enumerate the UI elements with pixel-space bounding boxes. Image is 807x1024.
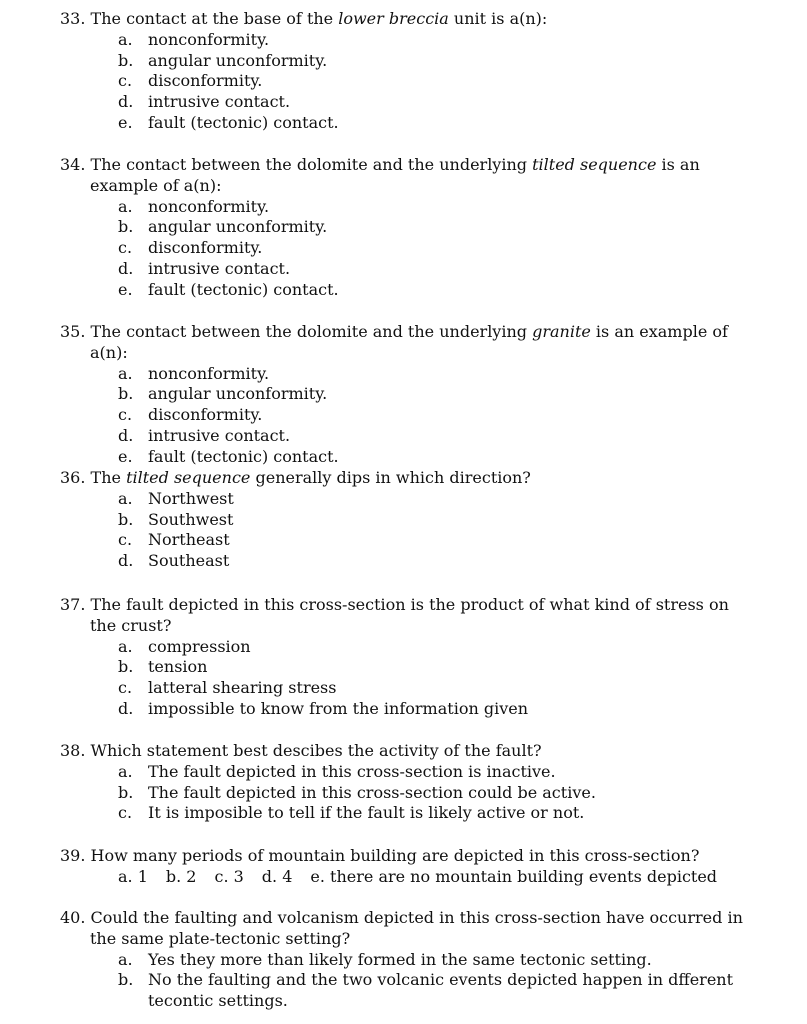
stem-text: 36. The bbox=[60, 468, 127, 487]
option-c[interactable] bbox=[60, 405, 760, 426]
option-letter: e. bbox=[118, 446, 133, 466]
stem-text: unit is a(n): bbox=[448, 9, 548, 28]
option-text: nonconformity. bbox=[148, 196, 270, 216]
option-a[interactable] bbox=[60, 30, 760, 51]
option-a[interactable] bbox=[60, 364, 760, 385]
option-letter: d. bbox=[118, 425, 134, 445]
option-e[interactable] bbox=[60, 447, 760, 468]
question-34 bbox=[60, 155, 760, 301]
option-letter: b. bbox=[118, 782, 134, 802]
option-letter: c. bbox=[118, 238, 133, 258]
option-letter: c. bbox=[118, 405, 133, 425]
option-d[interactable] bbox=[60, 699, 760, 720]
option-letter: b. bbox=[118, 657, 134, 677]
option-b[interactable] bbox=[60, 510, 760, 531]
option-letter: e. bbox=[118, 112, 133, 132]
stem-text: generally dips in which direction? bbox=[250, 468, 531, 487]
option-text: angular unconformity. bbox=[148, 50, 328, 70]
option-list bbox=[60, 489, 760, 572]
option-text: It is imposible to tell if the fault is likely active or not. bbox=[148, 803, 585, 823]
option-c[interactable] bbox=[60, 678, 760, 699]
question-37 bbox=[60, 595, 760, 720]
option-b[interactable] bbox=[60, 384, 760, 405]
option-text: latteral shearing stress bbox=[148, 678, 337, 698]
option-text: Northwest bbox=[148, 488, 234, 508]
option-text: Northeast bbox=[148, 530, 230, 550]
option-text: intrusive contact. bbox=[148, 258, 291, 278]
option-c[interactable] bbox=[60, 71, 760, 92]
option-a[interactable] bbox=[60, 489, 760, 510]
option-a[interactable] bbox=[60, 762, 760, 783]
option-letter: b. bbox=[118, 217, 134, 237]
option-letter: a. bbox=[118, 488, 133, 508]
question-35 bbox=[60, 322, 760, 468]
option-d[interactable] bbox=[60, 259, 760, 280]
question-38 bbox=[60, 741, 760, 824]
option-letter: d. bbox=[118, 551, 134, 571]
option-text: intrusive contact. bbox=[148, 92, 291, 112]
option-text: angular unconformity. bbox=[148, 384, 328, 404]
option-c[interactable] bbox=[60, 238, 760, 259]
option-list bbox=[60, 637, 760, 720]
option-b[interactable]: b. 2 bbox=[165, 866, 197, 886]
option-d[interactable]: d. 4 bbox=[261, 866, 293, 886]
option-list bbox=[60, 30, 760, 134]
option-text: The fault depicted in this cross-section is inactive. bbox=[148, 761, 556, 781]
option-d[interactable] bbox=[60, 551, 760, 572]
option-letter: c. bbox=[118, 803, 133, 823]
option-a[interactable]: a. 1 bbox=[118, 866, 148, 886]
question-36 bbox=[60, 468, 760, 572]
option-text: disconformity. bbox=[148, 405, 263, 425]
option-letter: a. bbox=[118, 363, 133, 383]
option-letter: a. bbox=[118, 29, 133, 49]
option-list bbox=[60, 950, 760, 1012]
option-a[interactable] bbox=[60, 637, 760, 658]
option-text: Southeast bbox=[148, 551, 230, 571]
option-text: disconformity. bbox=[148, 238, 263, 258]
question-stem bbox=[60, 322, 760, 364]
option-letter: b. bbox=[118, 970, 134, 990]
option-list bbox=[60, 762, 760, 824]
stem-text: is an example of a(n): bbox=[90, 322, 728, 362]
option-text: nonconformity. bbox=[148, 363, 270, 383]
question-stem bbox=[60, 155, 760, 197]
option-e[interactable] bbox=[60, 113, 760, 134]
option-letter: e. bbox=[118, 279, 133, 299]
option-letter: b. bbox=[118, 50, 134, 70]
option-e[interactable] bbox=[60, 280, 760, 301]
question-stem: 37. The fault depicted in this cross-section is the product of what kind of stress on the crust? bbox=[60, 595, 729, 635]
option-text: fault (tectonic) contact. bbox=[148, 112, 339, 132]
option-letter: a. bbox=[118, 636, 133, 656]
option-b[interactable] bbox=[60, 217, 760, 238]
option-b[interactable] bbox=[60, 970, 760, 1012]
option-text: compression bbox=[148, 636, 251, 656]
stem-text: 35. The contact between the dolomite and the underlying bbox=[60, 322, 533, 341]
option-letter: a. bbox=[118, 949, 133, 969]
option-d[interactable] bbox=[60, 92, 760, 113]
option-letter: d. bbox=[118, 92, 134, 112]
stem-text: 33. The contact at the base of the bbox=[60, 9, 339, 28]
option-letter: d. bbox=[118, 698, 134, 718]
option-letter: c. bbox=[118, 71, 133, 91]
option-a[interactable] bbox=[60, 197, 760, 218]
stem-text: 34. The contact between the dolomite and the underlying bbox=[60, 155, 533, 174]
option-text: impossible to know from the information given bbox=[148, 698, 529, 718]
option-letter: a. bbox=[118, 196, 133, 216]
stem-emphasis: tilted sequence bbox=[126, 468, 251, 487]
option-e[interactable]: e. there are no mountain building events depicted bbox=[310, 866, 718, 886]
stem-emphasis: tilted sequence bbox=[532, 155, 657, 174]
option-text: fault (tectonic) contact. bbox=[148, 446, 339, 466]
option-c[interactable] bbox=[60, 803, 760, 824]
option-c[interactable] bbox=[60, 530, 760, 551]
inline-option-list bbox=[60, 867, 760, 888]
option-letter: c. bbox=[118, 530, 133, 550]
question-stem bbox=[60, 9, 760, 30]
option-text: No the faulting and the two volcanic events depicted happen in dfferent tecontic settings. bbox=[148, 970, 734, 1011]
question-40 bbox=[60, 908, 760, 1012]
question-stem: 40. Could the faulting and volcanism depicted in this cross-section have occurred in the same plate-tectonic setting? bbox=[60, 908, 743, 948]
question-stem: 38. Which statement best descibes the activity of the fault? bbox=[60, 741, 542, 760]
option-d[interactable] bbox=[60, 426, 760, 447]
stem-text: is an example of a(n): bbox=[90, 155, 700, 195]
option-text: The fault depicted in this cross-section could be active. bbox=[148, 782, 596, 802]
option-text: Southwest bbox=[148, 509, 234, 529]
option-text: angular unconformity. bbox=[148, 217, 328, 237]
option-list bbox=[60, 364, 760, 468]
option-letter: d. bbox=[118, 258, 134, 278]
option-text: nonconformity. bbox=[148, 29, 270, 49]
option-text: Yes they more than likely formed in the same tectonic setting. bbox=[148, 949, 652, 969]
option-text: fault (tectonic) contact. bbox=[148, 279, 339, 299]
option-text: disconformity. bbox=[148, 71, 263, 91]
option-letter: b. bbox=[118, 384, 134, 404]
option-b[interactable] bbox=[60, 783, 760, 804]
option-letter: a. bbox=[118, 761, 133, 781]
stem-emphasis: granite bbox=[532, 322, 591, 341]
option-c[interactable]: c. 3 bbox=[214, 866, 244, 886]
option-text: intrusive contact. bbox=[148, 425, 291, 445]
option-list bbox=[60, 197, 760, 301]
option-text: tension bbox=[148, 657, 208, 677]
question-stem bbox=[60, 468, 760, 489]
option-a[interactable] bbox=[60, 950, 760, 971]
stem-emphasis: lower breccia bbox=[338, 9, 449, 28]
option-b[interactable] bbox=[60, 51, 760, 72]
option-letter: c. bbox=[118, 678, 133, 698]
option-b[interactable] bbox=[60, 657, 760, 678]
question-stem: 39. How many periods of mountain building are depicted in this cross-section? bbox=[60, 846, 700, 865]
option-letter: b. bbox=[118, 509, 134, 529]
question-33 bbox=[60, 9, 760, 134]
question-39 bbox=[60, 846, 760, 888]
